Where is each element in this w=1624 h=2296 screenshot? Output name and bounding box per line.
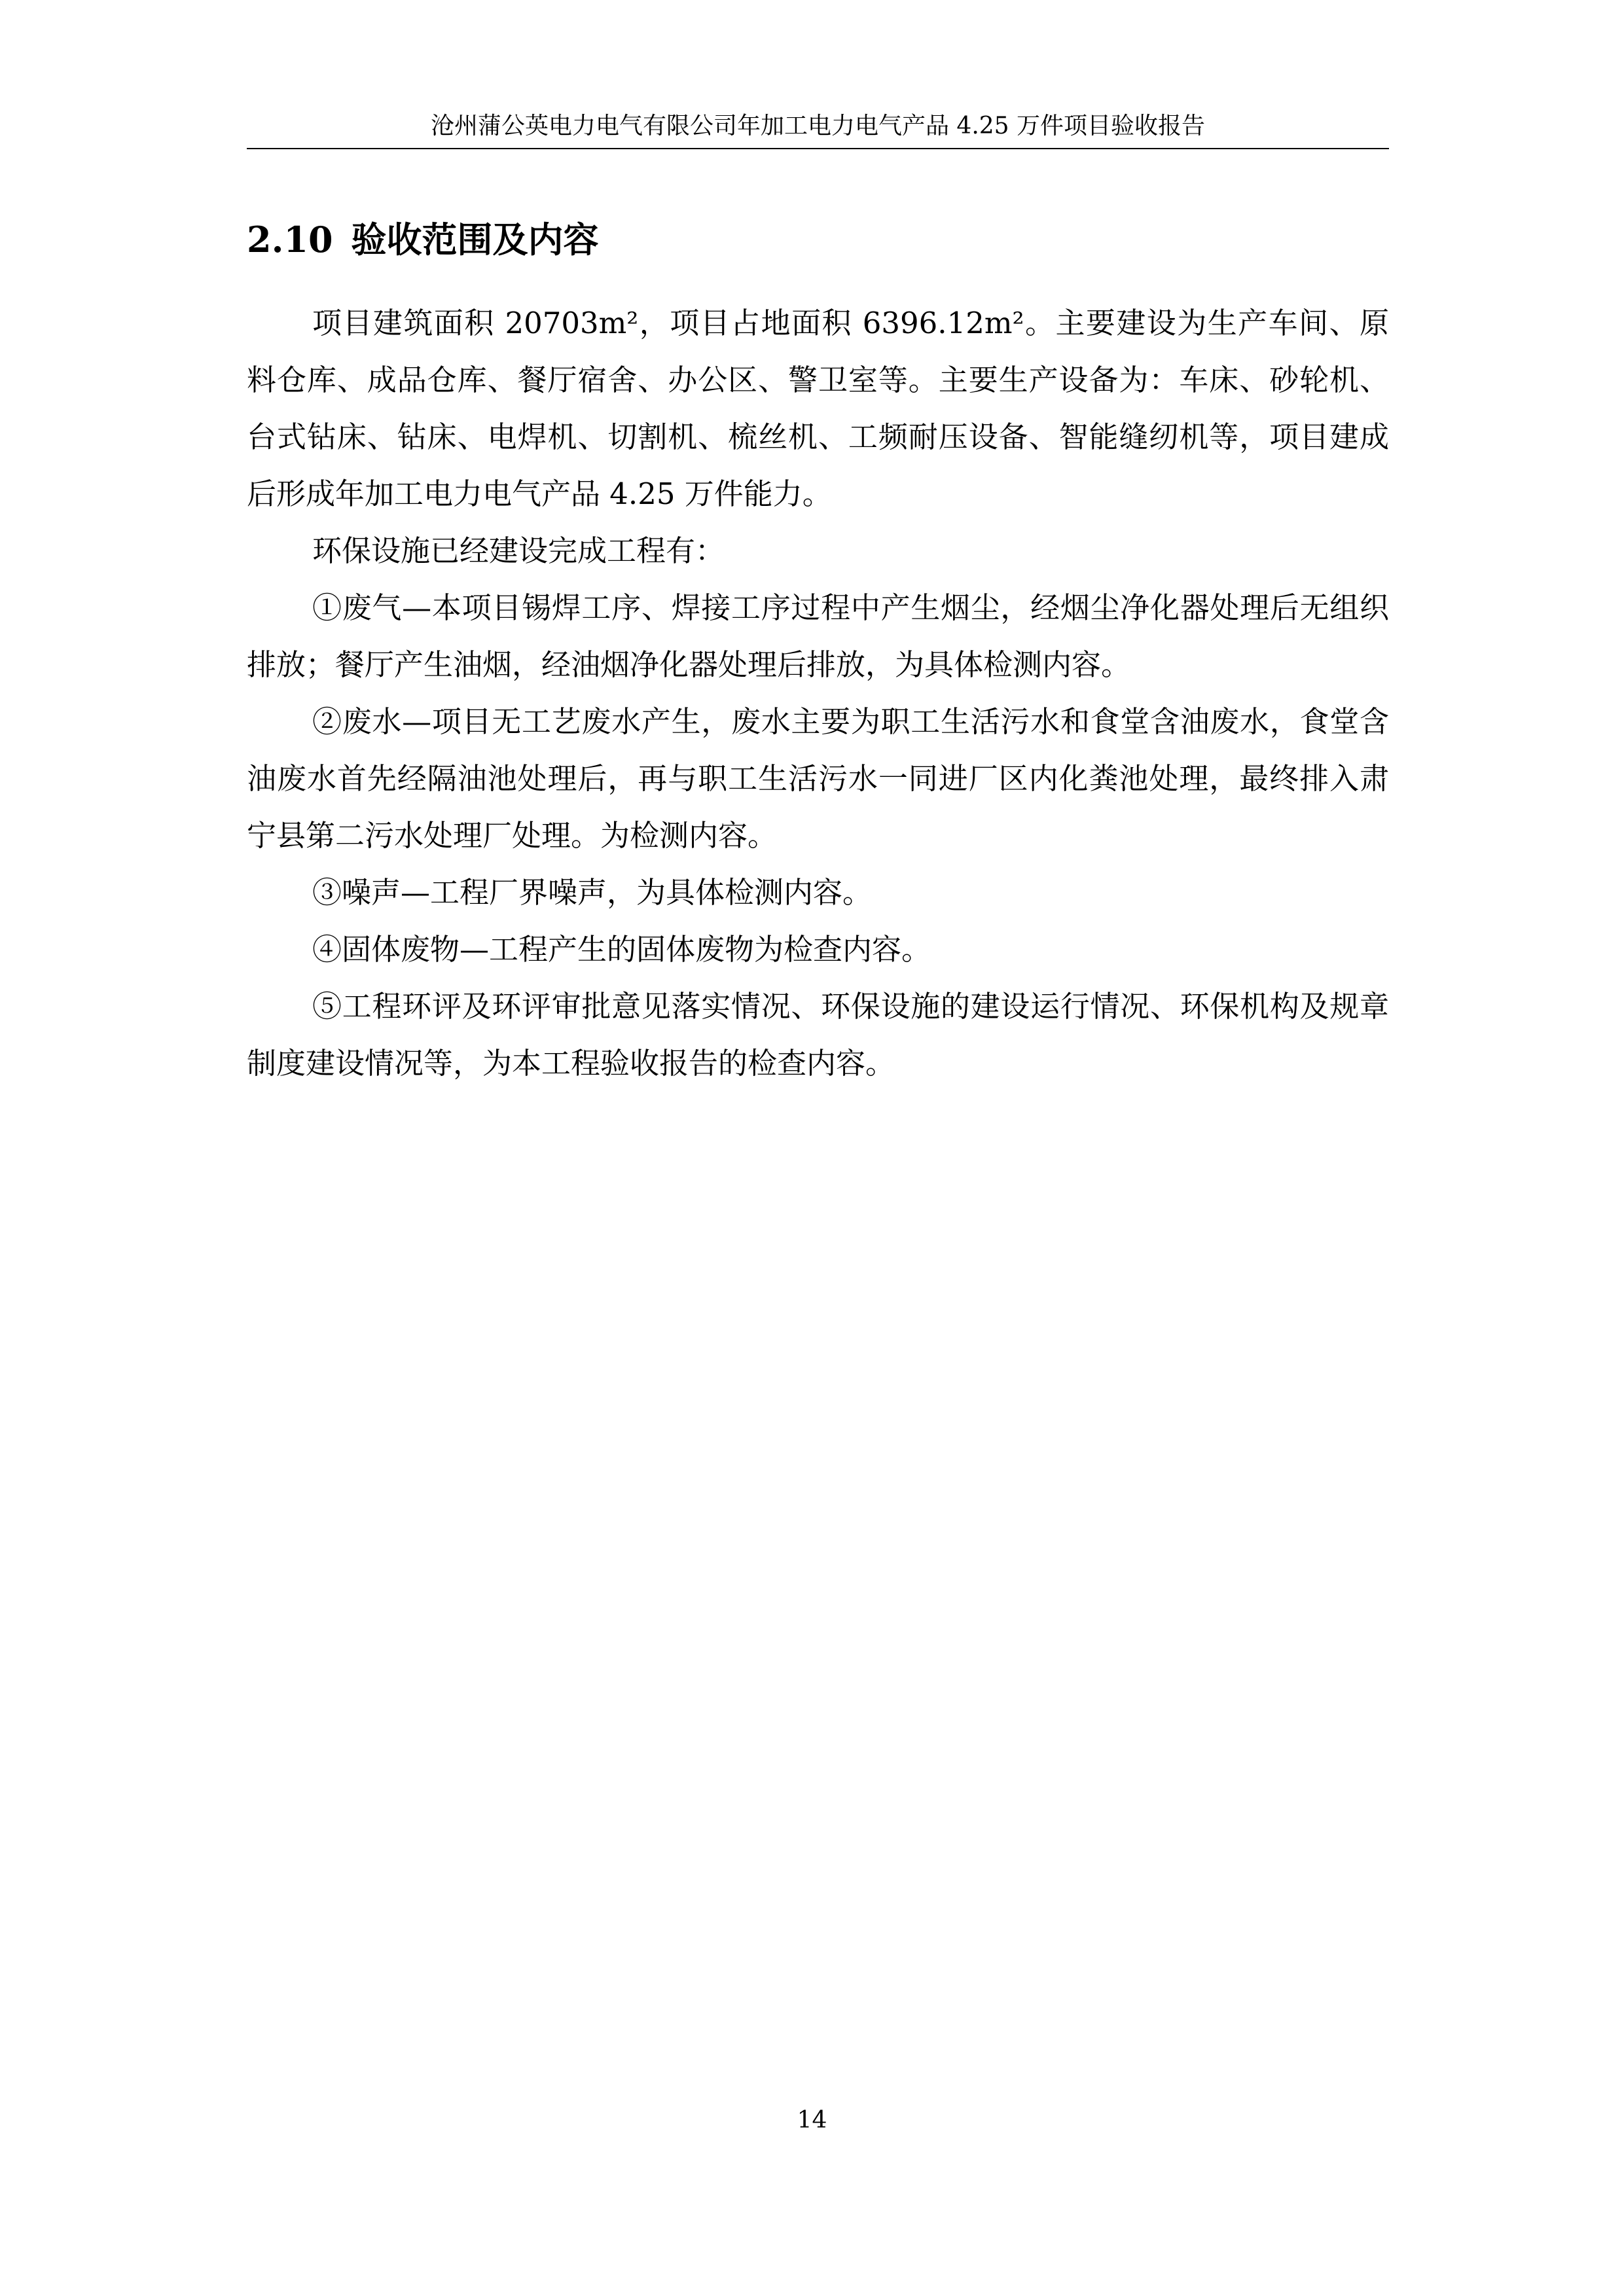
running-header: 沧州蒲公英电力电气有限公司年加工电力电气产品 4.25 万件项目验收报告 [430,113,1206,139]
paragraph-project-overview: 项目建筑面积 20703m²，项目占地面积 6396.12m²。主要建设为生产车间、原料仓库、成品仓库、餐厅宿舍、办公区、警卫室等。主要生产设备为：车床、砂轮机、台式钻床、钻床、电焊机、切割机、梳丝机、工频耐压设备、智能缝纫机等，项目建成后形成年加工电力电气产品 4.25 万件能力。 [247,306,1389,511]
header-divider [247,148,1389,149]
paragraph-noise: ③噪声—工程厂界噪声，为具体检测内容。 [312,875,873,910]
section-number: 2.10 [247,219,333,260]
section-title: 验收范围及内容 [351,219,599,260]
page-number: 14 [797,2107,827,2134]
section-heading [247,215,599,264]
paragraph-waste-water: ②废水—项目无工艺废水产生，废水主要为职工生活污水和食堂含油废水，食堂含油废水首先经隔油池处理后，再与职工生活污水一同进厂区内化粪池处理，最终排入肃宁县第二污水处理厂处理。为检测内容。 [247,704,1389,853]
body-text [247,295,1389,1092]
paragraph-eia-inspection: ⑤工程环评及环评审批意见落实情况、环保设施的建设运行情况、环保机构及规章制度建设情况等，为本工程验收报告的检查内容。 [247,989,1389,1081]
paragraph-solid-waste: ④固体废物—工程产生的固体废物为检查内容。 [312,932,931,967]
paragraph-env-facilities-intro: 环保设施已经建设完成工程有： [312,533,725,568]
paragraph-waste-gas: ①废气—本项目锡焊工序、焊接工序过程中产生烟尘，经烟尘净化器处理后无组织排放；餐厅产生油烟，经油烟净化器处理后排放，为具体检测内容。 [247,590,1389,682]
